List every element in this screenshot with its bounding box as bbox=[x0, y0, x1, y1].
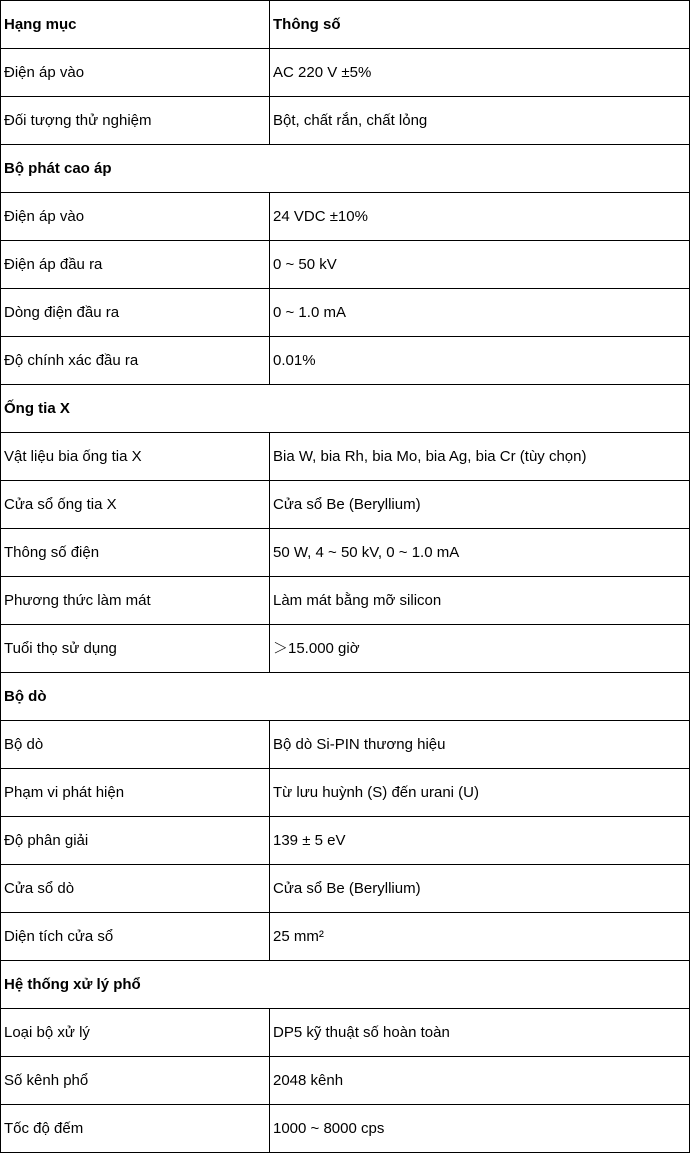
table-row bbox=[1, 1009, 690, 1057]
header-item-cell: Hạng mục bbox=[1, 1, 270, 49]
table-row bbox=[1, 241, 690, 289]
value-cell: 50 W, 4 ~ 50 kV, 0 ~ 1.0 mA bbox=[270, 529, 690, 577]
header-value-cell: Thông số bbox=[270, 1, 690, 49]
value-cell: Bộ dò Si-PIN thương hiệu bbox=[270, 721, 690, 769]
section-row bbox=[1, 385, 690, 433]
table-row bbox=[1, 49, 690, 97]
value-cell: DP5 kỹ thuật số hoàn toàn bbox=[270, 1009, 690, 1057]
table-row bbox=[1, 721, 690, 769]
item-cell: Phạm vi phát hiện bbox=[1, 769, 270, 817]
value-cell: 2048 kênh bbox=[270, 1057, 690, 1105]
value-cell: 0.01% bbox=[270, 337, 690, 385]
section-title: Ống tia X bbox=[1, 385, 690, 433]
value-cell: 1000 ~ 8000 cps bbox=[270, 1105, 690, 1153]
header-row bbox=[1, 1, 690, 49]
table-row bbox=[1, 1105, 690, 1153]
item-cell: Tốc độ đếm bbox=[1, 1105, 270, 1153]
table-row bbox=[1, 769, 690, 817]
item-cell: Loại bộ xử lý bbox=[1, 1009, 270, 1057]
item-cell: Cửa sổ ống tia X bbox=[1, 481, 270, 529]
value-cell: ＞15.000 giờ bbox=[270, 625, 690, 673]
value-cell: 139 ± 5 eV bbox=[270, 817, 690, 865]
value-cell: Cửa sổ Be (Beryllium) bbox=[270, 481, 690, 529]
table-row bbox=[1, 913, 690, 961]
value-cell: 24 VDC ±10% bbox=[270, 193, 690, 241]
item-cell: Tuổi thọ sử dụng bbox=[1, 625, 270, 673]
item-cell: Số kênh phổ bbox=[1, 1057, 270, 1105]
table-row bbox=[1, 97, 690, 145]
value-cell: Từ lưu huỳnh (S) đến urani (U) bbox=[270, 769, 690, 817]
section-row bbox=[1, 145, 690, 193]
item-cell: Thông số điện bbox=[1, 529, 270, 577]
item-cell: Vật liệu bia ống tia X bbox=[1, 433, 270, 481]
value-cell: Làm mát bằng mỡ silicon bbox=[270, 577, 690, 625]
item-cell: Phương thức làm mát bbox=[1, 577, 270, 625]
item-cell: Điện áp đầu ra bbox=[1, 241, 270, 289]
value-cell: Bia W, bia Rh, bia Mo, bia Ag, bia Cr (tùy chọn) bbox=[270, 433, 690, 481]
table-row bbox=[1, 193, 690, 241]
value-cell: 25 mm² bbox=[270, 913, 690, 961]
item-cell: Cửa sổ dò bbox=[1, 865, 270, 913]
value-cell: 0 ~ 1.0 mA bbox=[270, 289, 690, 337]
table-row bbox=[1, 337, 690, 385]
item-cell: Độ chính xác đầu ra bbox=[1, 337, 270, 385]
table-row bbox=[1, 865, 690, 913]
item-cell: Điện áp vào bbox=[1, 193, 270, 241]
item-cell: Dòng điện đầu ra bbox=[1, 289, 270, 337]
spec-table-body bbox=[1, 1, 690, 1153]
section-title: Bộ dò bbox=[1, 673, 690, 721]
item-cell: Bộ dò bbox=[1, 721, 270, 769]
table-row bbox=[1, 577, 690, 625]
item-cell: Đối tượng thử nghiệm bbox=[1, 97, 270, 145]
table-row bbox=[1, 433, 690, 481]
value-cell: Bột, chất rắn, chất lỏng bbox=[270, 97, 690, 145]
section-title: Bộ phát cao áp bbox=[1, 145, 690, 193]
value-cell: AC 220 V ±5% bbox=[270, 49, 690, 97]
item-cell: Điện áp vào bbox=[1, 49, 270, 97]
section-row bbox=[1, 961, 690, 1009]
section-title: Hệ thống xử lý phổ bbox=[1, 961, 690, 1009]
table-row bbox=[1, 529, 690, 577]
table-row bbox=[1, 817, 690, 865]
table-row bbox=[1, 481, 690, 529]
value-cell: Cửa sổ Be (Beryllium) bbox=[270, 865, 690, 913]
value-cell: 0 ~ 50 kV bbox=[270, 241, 690, 289]
item-cell: Diện tích cửa sổ bbox=[1, 913, 270, 961]
table-row bbox=[1, 1057, 690, 1105]
section-row bbox=[1, 673, 690, 721]
table-row bbox=[1, 625, 690, 673]
table-row bbox=[1, 289, 690, 337]
item-cell: Độ phân giải bbox=[1, 817, 270, 865]
